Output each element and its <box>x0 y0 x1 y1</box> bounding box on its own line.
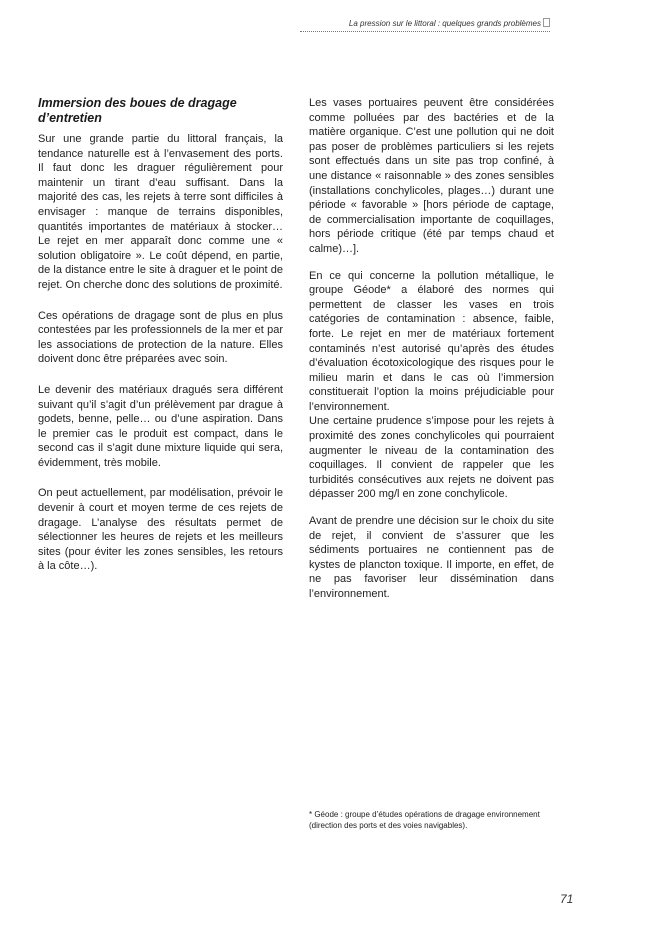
paragraph: Le devenir des matériaux dragués sera différent suivant qu’il s’agit d’un prélèvement par drague à godets, benne, pelle… ou d’une aspiration. Dans le premier cas le produit est compact, dans le second cas il s’agit dune mixture liquide qui sera, évidemment, très mobile. <box>38 383 283 469</box>
paragraph: En ce qui concerne la pollution métallique, le groupe Géode* a élaboré des normes qui permettent de classer les vases en trois catégories de contamination : absence, faible, forte. Le rejet en mer de matériaux fortement contaminés n’est autorisé qu’après des études d’évaluation écotoxicologique des risques pour le milieu marin et dans le cas où l’immersion constituerait l’option la moins préjudiciable pour l’environnement. <box>309 269 554 413</box>
running-head <box>300 18 550 32</box>
paragraph: Les vases portuaires peuvent être considérées comme polluées par des bactéries et de la matière organique. C’est une pollution qui ne doit pas poser de problèmes particuliers si les rejets sont effectués dans un site pas trop confiné, à une distance « raisonnable » des zones sensibles (installations conchylicoles, plages…) durant une période « favorable » [hors période de captage, de commercialisation importante de coquillages, hors période critique (été par temps chaud et calme)…]. <box>309 97 554 255</box>
page-number: 71 <box>560 892 574 906</box>
right-column <box>309 96 554 616</box>
running-head-text: La pression sur le littoral : quelques grands problèmes <box>348 19 541 28</box>
paragraph: Ces opérations de dragage sont de plus en plus contestées par les professionnels de la mer et par les associations de protection de la nature. Elles doivent donc être préparées avec soin. <box>38 309 283 366</box>
left-column <box>38 96 283 588</box>
footnote: * Géode : groupe d’études opérations de dragage environnement (direction des ports et des voies navigables). <box>309 810 540 830</box>
paragraph: Sur une grande partie du littoral français, la tendance naturelle est à l’envasement des ports. Il faut donc les draguer régulièrement pour maintenir un tirant d’eau suffisant. Dans la majorité des cas, les rejets à terre sont difficiles à envisager : manque de terrains disponibles, quantités importantes de matériaux à stocker… Le rejet en mer apparaît donc comme une « solution obligatoire ». Le coût dépend, en partie, de la distance entre le site à draguer et le point de rejet. On cherche donc des solutions de proximité. <box>38 133 283 291</box>
section-heading: Immersion des boues de dragage d’entretien <box>38 96 237 125</box>
paragraph: Une certaine prudence s’impose pour les rejets à proximité des zones conchylicoles qui pourraient augmenter le niveau de la contamination des coquillages. Il convient de rappeler que les turbidités consécutives aux rejets ne doivent pas dépasser 200 mg/l en zone conchylicole. <box>309 415 554 501</box>
paragraph: On peut actuellement, par modélisation, prévoir le devenir à court et moyen terme de ces rejets de dragage. L’analyse des résultats permet de sélectionner les heures de rejets et les meilleurs sites (pour éviter les zones sensibles, les retours à la côte…). <box>38 487 283 573</box>
paragraph: Avant de prendre une décision sur le choix du site de rejet, il convient de s’assurer que les sédiments portuaires ne contiennent pas de kystes de plancton toxique. Il importe, en effet, de ne pas favoriser leur dissémination dans l’environnement. <box>309 515 554 600</box>
square-icon <box>543 18 550 27</box>
